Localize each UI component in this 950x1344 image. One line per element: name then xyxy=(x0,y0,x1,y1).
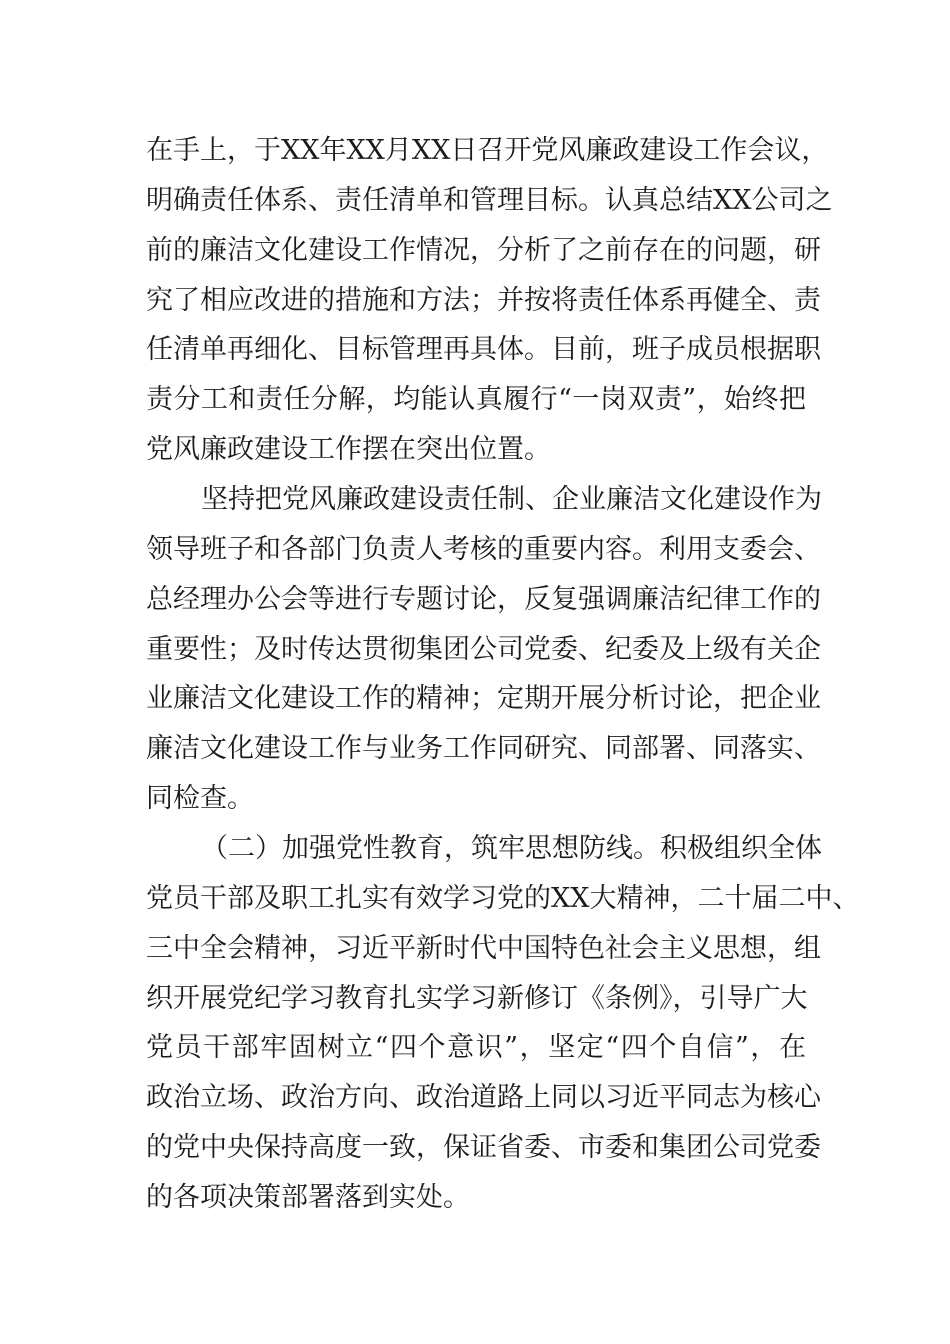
paragraph-1-line-4: 究了相应改进的措施和方法；并按将责任体系再健全、责 xyxy=(146,285,821,316)
paragraph-2-line-3: 总经理办公会等进行专题讨论，反复强调廉洁纪律工作的 xyxy=(146,584,821,615)
paragraph-2-line-7: 同检查。 xyxy=(146,783,254,814)
paragraph-2-line-4: 重要性；及时传达贯彻集团公司党委、纪委及上级有关企 xyxy=(146,634,821,665)
paragraph-2-line-6: 廉洁文化建设工作与业务工作同研究、同部署、同落实、 xyxy=(146,733,821,764)
paragraph-3-line-4: 织开展党纪学习教育扎实学习新修订《条例》，引导广大 xyxy=(146,983,808,1014)
paragraph-1-line-6: 责分工和责任分解，均能认真履行“一岗双责”，始终把 xyxy=(146,384,806,415)
paragraph-1-line-2: 明确责任体系、责任清单和管理目标。认真总结XX公司之 xyxy=(146,185,833,216)
paragraph-3-line-8: 的各项决策部署落到实处。 xyxy=(146,1182,470,1213)
paragraph-2-line-2: 领导班子和各部门负责人考核的重要内容。利用支委会、 xyxy=(146,534,821,565)
paragraph-3-line-3: 三中全会精神，习近平新时代中国特色社会主义思想，组 xyxy=(146,933,821,964)
paragraph-1-line-7: 党风廉政建设工作摆在突出位置。 xyxy=(146,434,551,465)
paragraph-3-line-7: 的党中央保持高度一致，保证省委、市委和集团公司党委 xyxy=(146,1132,821,1163)
paragraph-2-line-1: 坚持把党风廉政建设责任制、企业廉洁文化建设作为 xyxy=(201,484,822,515)
paragraph-1-line-5: 任清单再细化、目标管理再具体。目前，班子成员根据职 xyxy=(146,334,821,365)
paragraph-3-line-6: 政治立场、政治方向、政治道路上同以习近平同志为核心 xyxy=(146,1082,821,1113)
paragraph-3-line-5: 党员干部牢固树立“四个意识”，坚定“四个自信”，在 xyxy=(146,1032,806,1063)
paragraph-1-line-3: 前的廉洁文化建设工作情况，分析了之前存在的问题，研 xyxy=(146,235,821,266)
paragraph-2-line-5: 业廉洁文化建设工作的精神；定期开展分析讨论，把企业 xyxy=(146,683,821,714)
paragraph-3-line-1: （二）加强党性教育，筑牢思想防线。积极组织全体 xyxy=(201,833,822,864)
paragraph-1-line-1: 在手上，于XX年XX月XX日召开党风廉政建设工作会议， xyxy=(146,135,829,166)
paragraph-3-line-2: 党员干部及职工扎实有效学习党的XX大精神，二十届二中、 xyxy=(146,883,860,914)
